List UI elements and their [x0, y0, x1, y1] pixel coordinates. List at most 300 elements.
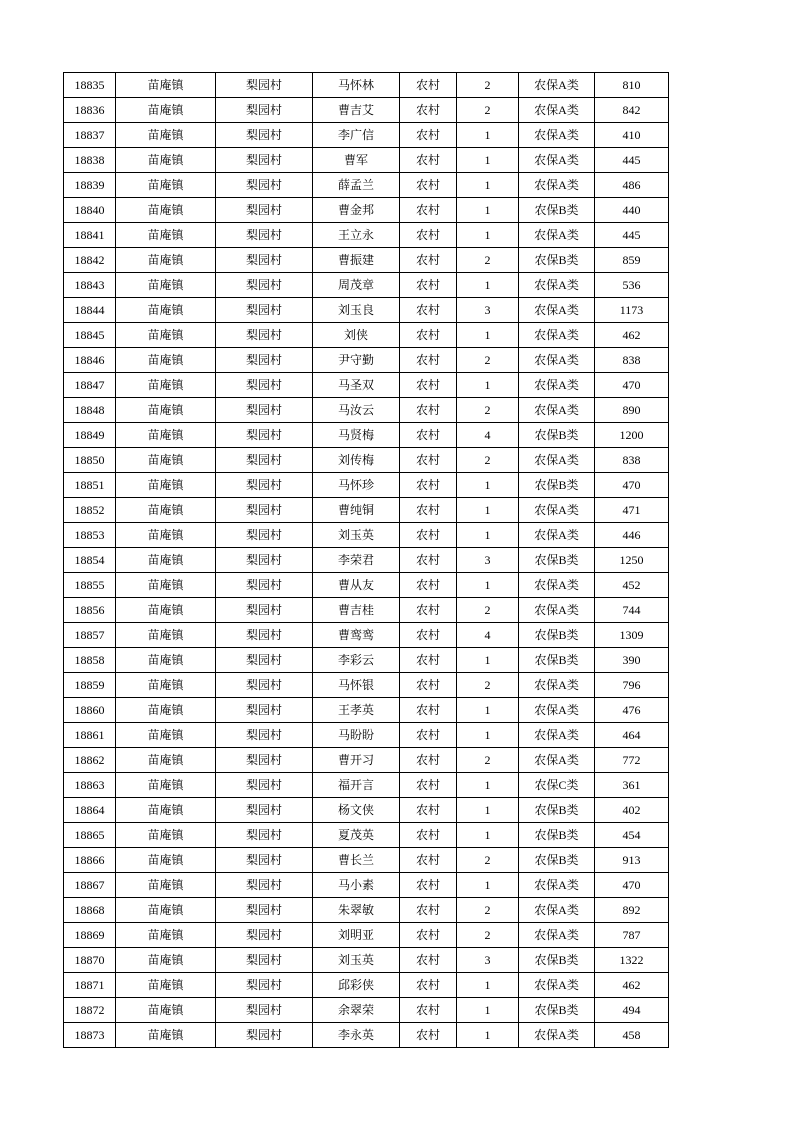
cell-id: 18858: [64, 648, 116, 673]
cell-count: 1: [457, 173, 519, 198]
table-row: [64, 548, 669, 573]
cell-category: 农保B类: [519, 248, 595, 273]
cell-residence: 农村: [400, 973, 457, 998]
table-row: [64, 373, 669, 398]
cell-town: 苗庵镇: [116, 298, 216, 323]
table-row: [64, 873, 669, 898]
cell-name: 刘侠: [313, 323, 400, 348]
cell-id: 18845: [64, 323, 116, 348]
cell-village: 梨园村: [216, 898, 313, 923]
cell-name: 曹纯铜: [313, 498, 400, 523]
cell-name: 刘玉英: [313, 523, 400, 548]
cell-category: 农保B类: [519, 423, 595, 448]
cell-amount: 744: [595, 598, 669, 623]
cell-amount: 390: [595, 648, 669, 673]
cell-residence: 农村: [400, 948, 457, 973]
cell-village: 梨园村: [216, 598, 313, 623]
cell-id: 18856: [64, 598, 116, 623]
cell-id: 18864: [64, 798, 116, 823]
table-row: [64, 798, 669, 823]
cell-category: 农保B类: [519, 473, 595, 498]
table-row: [64, 523, 669, 548]
cell-amount: 462: [595, 973, 669, 998]
cell-count: 1: [457, 1023, 519, 1048]
cell-residence: 农村: [400, 773, 457, 798]
cell-name: 福开言: [313, 773, 400, 798]
cell-count: 2: [457, 848, 519, 873]
cell-count: 2: [457, 348, 519, 373]
cell-category: 农保B类: [519, 198, 595, 223]
cell-name: 刘玉良: [313, 298, 400, 323]
cell-count: 2: [457, 748, 519, 773]
cell-village: 梨园村: [216, 623, 313, 648]
cell-category: 农保B类: [519, 648, 595, 673]
cell-town: 苗庵镇: [116, 98, 216, 123]
cell-count: 1: [457, 798, 519, 823]
cell-name: 刘玉英: [313, 948, 400, 973]
cell-category: 农保B类: [519, 848, 595, 873]
table-row: [64, 273, 669, 298]
cell-id: 18860: [64, 698, 116, 723]
cell-amount: 796: [595, 673, 669, 698]
cell-town: 苗庵镇: [116, 698, 216, 723]
cell-name: 余翠荣: [313, 998, 400, 1023]
cell-count: 2: [457, 448, 519, 473]
cell-town: 苗庵镇: [116, 748, 216, 773]
cell-id: 18838: [64, 148, 116, 173]
cell-amount: 842: [595, 98, 669, 123]
cell-village: 梨园村: [216, 173, 313, 198]
cell-count: 1: [457, 323, 519, 348]
cell-town: 苗庵镇: [116, 448, 216, 473]
cell-amount: 1309: [595, 623, 669, 648]
cell-town: 苗庵镇: [116, 423, 216, 448]
cell-village: 梨园村: [216, 723, 313, 748]
cell-residence: 农村: [400, 723, 457, 748]
payment-roster-table: [63, 72, 669, 1048]
cell-name: 曹吉桂: [313, 598, 400, 623]
cell-count: 2: [457, 73, 519, 98]
cell-name: 曹军: [313, 148, 400, 173]
cell-id: 18850: [64, 448, 116, 473]
cell-amount: 536: [595, 273, 669, 298]
cell-amount: 1173: [595, 298, 669, 323]
cell-category: 农保A类: [519, 698, 595, 723]
cell-count: 1: [457, 823, 519, 848]
cell-name: 李彩云: [313, 648, 400, 673]
cell-name: 曹金邦: [313, 198, 400, 223]
cell-count: 2: [457, 923, 519, 948]
cell-id: 18869: [64, 923, 116, 948]
cell-category: 农保B类: [519, 998, 595, 1023]
cell-town: 苗庵镇: [116, 248, 216, 273]
cell-village: 梨园村: [216, 848, 313, 873]
cell-village: 梨园村: [216, 123, 313, 148]
table-row: [64, 198, 669, 223]
cell-id: 18847: [64, 373, 116, 398]
cell-town: 苗庵镇: [116, 948, 216, 973]
cell-village: 梨园村: [216, 548, 313, 573]
cell-town: 苗庵镇: [116, 648, 216, 673]
cell-count: 2: [457, 98, 519, 123]
table-row: [64, 73, 669, 98]
cell-village: 梨园村: [216, 248, 313, 273]
cell-id: 18868: [64, 898, 116, 923]
cell-residence: 农村: [400, 323, 457, 348]
cell-residence: 农村: [400, 823, 457, 848]
cell-residence: 农村: [400, 198, 457, 223]
cell-village: 梨园村: [216, 923, 313, 948]
cell-residence: 农村: [400, 373, 457, 398]
cell-name: 李永英: [313, 1023, 400, 1048]
cell-town: 苗庵镇: [116, 223, 216, 248]
cell-amount: 470: [595, 873, 669, 898]
cell-id: 18839: [64, 173, 116, 198]
cell-id: 18861: [64, 723, 116, 748]
cell-count: 2: [457, 398, 519, 423]
cell-category: 农保A类: [519, 748, 595, 773]
table-row: [64, 848, 669, 873]
cell-count: 1: [457, 723, 519, 748]
cell-village: 梨园村: [216, 298, 313, 323]
cell-id: 18844: [64, 298, 116, 323]
cell-id: 18866: [64, 848, 116, 873]
cell-village: 梨园村: [216, 423, 313, 448]
cell-town: 苗庵镇: [116, 823, 216, 848]
cell-id: 18851: [64, 473, 116, 498]
cell-residence: 农村: [400, 98, 457, 123]
table-row: [64, 648, 669, 673]
cell-amount: 1250: [595, 548, 669, 573]
cell-town: 苗庵镇: [116, 473, 216, 498]
cell-village: 梨园村: [216, 748, 313, 773]
cell-category: 农保A类: [519, 923, 595, 948]
table-row: [64, 573, 669, 598]
cell-name: 马怀珍: [313, 473, 400, 498]
cell-village: 梨园村: [216, 323, 313, 348]
table-row: [64, 1023, 669, 1048]
cell-name: 李广信: [313, 123, 400, 148]
cell-id: 18848: [64, 398, 116, 423]
cell-village: 梨园村: [216, 223, 313, 248]
cell-name: 刘传梅: [313, 448, 400, 473]
cell-name: 马怀林: [313, 73, 400, 98]
cell-village: 梨园村: [216, 523, 313, 548]
cell-amount: 859: [595, 248, 669, 273]
cell-amount: 476: [595, 698, 669, 723]
cell-category: 农保A类: [519, 973, 595, 998]
cell-village: 梨园村: [216, 698, 313, 723]
table-row: [64, 473, 669, 498]
table-row: [64, 973, 669, 998]
cell-name: 曹鸾鸾: [313, 623, 400, 648]
cell-id: 18840: [64, 198, 116, 223]
cell-category: 农保A类: [519, 448, 595, 473]
cell-village: 梨园村: [216, 1023, 313, 1048]
cell-count: 1: [457, 773, 519, 798]
cell-name: 朱翠敏: [313, 898, 400, 923]
cell-amount: 486: [595, 173, 669, 198]
table-row: [64, 673, 669, 698]
cell-category: 农保A类: [519, 873, 595, 898]
table-row: [64, 698, 669, 723]
table-row: [64, 348, 669, 373]
cell-residence: 农村: [400, 798, 457, 823]
cell-id: 18857: [64, 623, 116, 648]
cell-count: 4: [457, 423, 519, 448]
cell-category: 农保A类: [519, 598, 595, 623]
cell-residence: 农村: [400, 1023, 457, 1048]
cell-village: 梨园村: [216, 823, 313, 848]
cell-village: 梨园村: [216, 273, 313, 298]
cell-village: 梨园村: [216, 398, 313, 423]
cell-count: 2: [457, 673, 519, 698]
cell-category: 农保B类: [519, 548, 595, 573]
cell-id: 18853: [64, 523, 116, 548]
cell-residence: 农村: [400, 398, 457, 423]
cell-town: 苗庵镇: [116, 723, 216, 748]
cell-category: 农保A类: [519, 273, 595, 298]
cell-category: 农保A类: [519, 1023, 595, 1048]
cell-residence: 农村: [400, 273, 457, 298]
cell-town: 苗庵镇: [116, 498, 216, 523]
table-row: [64, 423, 669, 448]
table-row: [64, 223, 669, 248]
table-row: [64, 248, 669, 273]
cell-village: 梨园村: [216, 98, 313, 123]
cell-village: 梨园村: [216, 198, 313, 223]
cell-count: 1: [457, 123, 519, 148]
cell-residence: 农村: [400, 148, 457, 173]
cell-id: 18835: [64, 73, 116, 98]
cell-id: 18837: [64, 123, 116, 148]
cell-name: 邱彩侠: [313, 973, 400, 998]
cell-id: 18867: [64, 873, 116, 898]
cell-residence: 农村: [400, 648, 457, 673]
cell-residence: 农村: [400, 523, 457, 548]
cell-town: 苗庵镇: [116, 273, 216, 298]
cell-name: 李荣君: [313, 548, 400, 573]
cell-village: 梨园村: [216, 373, 313, 398]
cell-category: 农保A类: [519, 673, 595, 698]
cell-amount: 464: [595, 723, 669, 748]
cell-residence: 农村: [400, 748, 457, 773]
cell-name: 马小素: [313, 873, 400, 898]
table-row: [64, 298, 669, 323]
cell-residence: 农村: [400, 698, 457, 723]
cell-count: 1: [457, 998, 519, 1023]
cell-amount: 462: [595, 323, 669, 348]
cell-category: 农保A类: [519, 148, 595, 173]
cell-town: 苗庵镇: [116, 523, 216, 548]
cell-amount: 361: [595, 773, 669, 798]
cell-name: 尹守勤: [313, 348, 400, 373]
cell-town: 苗庵镇: [116, 673, 216, 698]
cell-residence: 农村: [400, 898, 457, 923]
cell-town: 苗庵镇: [116, 1023, 216, 1048]
table-row: [64, 323, 669, 348]
cell-amount: 810: [595, 73, 669, 98]
cell-count: 1: [457, 873, 519, 898]
cell-residence: 农村: [400, 73, 457, 98]
cell-amount: 838: [595, 448, 669, 473]
cell-name: 王立永: [313, 223, 400, 248]
table-row: [64, 748, 669, 773]
cell-amount: 458: [595, 1023, 669, 1048]
cell-category: 农保A类: [519, 373, 595, 398]
cell-name: 马圣双: [313, 373, 400, 398]
cell-town: 苗庵镇: [116, 848, 216, 873]
cell-village: 梨园村: [216, 348, 313, 373]
cell-amount: 1200: [595, 423, 669, 448]
cell-town: 苗庵镇: [116, 148, 216, 173]
cell-count: 1: [457, 273, 519, 298]
cell-category: 农保A类: [519, 173, 595, 198]
cell-count: 3: [457, 948, 519, 973]
cell-id: 18843: [64, 273, 116, 298]
table-row: [64, 773, 669, 798]
cell-residence: 农村: [400, 573, 457, 598]
table-row: [64, 898, 669, 923]
cell-village: 梨园村: [216, 148, 313, 173]
table-row: [64, 823, 669, 848]
cell-village: 梨园村: [216, 648, 313, 673]
cell-category: 农保A类: [519, 298, 595, 323]
cell-name: 杨文侠: [313, 798, 400, 823]
cell-residence: 农村: [400, 998, 457, 1023]
cell-amount: 838: [595, 348, 669, 373]
cell-id: 18873: [64, 1023, 116, 1048]
cell-town: 苗庵镇: [116, 573, 216, 598]
cell-residence: 农村: [400, 173, 457, 198]
cell-count: 1: [457, 473, 519, 498]
cell-id: 18841: [64, 223, 116, 248]
cell-amount: 402: [595, 798, 669, 823]
cell-category: 农保A类: [519, 573, 595, 598]
cell-count: 1: [457, 523, 519, 548]
cell-amount: 470: [595, 473, 669, 498]
cell-category: 农保A类: [519, 523, 595, 548]
cell-town: 苗庵镇: [116, 623, 216, 648]
table-row: [64, 148, 669, 173]
cell-category: 农保B类: [519, 823, 595, 848]
cell-amount: 440: [595, 198, 669, 223]
cell-amount: 446: [595, 523, 669, 548]
table-row: [64, 923, 669, 948]
cell-count: 1: [457, 148, 519, 173]
cell-town: 苗庵镇: [116, 73, 216, 98]
cell-residence: 农村: [400, 473, 457, 498]
cell-category: 农保C类: [519, 773, 595, 798]
cell-town: 苗庵镇: [116, 998, 216, 1023]
cell-town: 苗庵镇: [116, 598, 216, 623]
cell-id: 18871: [64, 973, 116, 998]
cell-category: 农保A类: [519, 223, 595, 248]
cell-residence: 农村: [400, 623, 457, 648]
cell-name: 曹从友: [313, 573, 400, 598]
cell-amount: 787: [595, 923, 669, 948]
cell-town: 苗庵镇: [116, 898, 216, 923]
cell-name: 曹振建: [313, 248, 400, 273]
cell-residence: 农村: [400, 448, 457, 473]
cell-id: 18855: [64, 573, 116, 598]
cell-id: 18852: [64, 498, 116, 523]
cell-count: 1: [457, 373, 519, 398]
cell-count: 1: [457, 973, 519, 998]
cell-residence: 农村: [400, 498, 457, 523]
cell-id: 18863: [64, 773, 116, 798]
cell-residence: 农村: [400, 598, 457, 623]
cell-residence: 农村: [400, 923, 457, 948]
cell-name: 曹开习: [313, 748, 400, 773]
cell-name: 曹吉艾: [313, 98, 400, 123]
cell-count: 1: [457, 573, 519, 598]
cell-town: 苗庵镇: [116, 798, 216, 823]
cell-town: 苗庵镇: [116, 323, 216, 348]
cell-id: 18854: [64, 548, 116, 573]
cell-residence: 农村: [400, 548, 457, 573]
table-row: [64, 598, 669, 623]
cell-category: 农保A类: [519, 123, 595, 148]
cell-category: 农保A类: [519, 73, 595, 98]
cell-residence: 农村: [400, 248, 457, 273]
cell-village: 梨园村: [216, 498, 313, 523]
cell-name: 薛孟兰: [313, 173, 400, 198]
cell-id: 18836: [64, 98, 116, 123]
cell-village: 梨园村: [216, 998, 313, 1023]
table-row: [64, 448, 669, 473]
cell-residence: 农村: [400, 848, 457, 873]
cell-id: 18849: [64, 423, 116, 448]
cell-category: 农保A类: [519, 723, 595, 748]
cell-residence: 农村: [400, 223, 457, 248]
cell-amount: 445: [595, 148, 669, 173]
cell-amount: 452: [595, 573, 669, 598]
cell-village: 梨园村: [216, 448, 313, 473]
cell-town: 苗庵镇: [116, 773, 216, 798]
table-row: [64, 498, 669, 523]
cell-count: 4: [457, 623, 519, 648]
cell-amount: 471: [595, 498, 669, 523]
table-row: [64, 123, 669, 148]
cell-name: 曹长兰: [313, 848, 400, 873]
cell-town: 苗庵镇: [116, 973, 216, 998]
cell-category: 农保A类: [519, 98, 595, 123]
cell-id: 18859: [64, 673, 116, 698]
cell-village: 梨园村: [216, 798, 313, 823]
cell-residence: 农村: [400, 298, 457, 323]
cell-category: 农保A类: [519, 498, 595, 523]
cell-amount: 890: [595, 398, 669, 423]
cell-residence: 农村: [400, 873, 457, 898]
cell-id: 18870: [64, 948, 116, 973]
cell-amount: 470: [595, 373, 669, 398]
cell-residence: 农村: [400, 423, 457, 448]
cell-village: 梨园村: [216, 73, 313, 98]
cell-name: 马汝云: [313, 398, 400, 423]
cell-village: 梨园村: [216, 473, 313, 498]
cell-category: 农保A类: [519, 323, 595, 348]
cell-amount: 1322: [595, 948, 669, 973]
cell-village: 梨园村: [216, 948, 313, 973]
table-row: [64, 398, 669, 423]
cell-count: 1: [457, 223, 519, 248]
cell-count: 1: [457, 198, 519, 223]
cell-town: 苗庵镇: [116, 373, 216, 398]
table-row: [64, 723, 669, 748]
cell-id: 18842: [64, 248, 116, 273]
cell-name: 马怀银: [313, 673, 400, 698]
